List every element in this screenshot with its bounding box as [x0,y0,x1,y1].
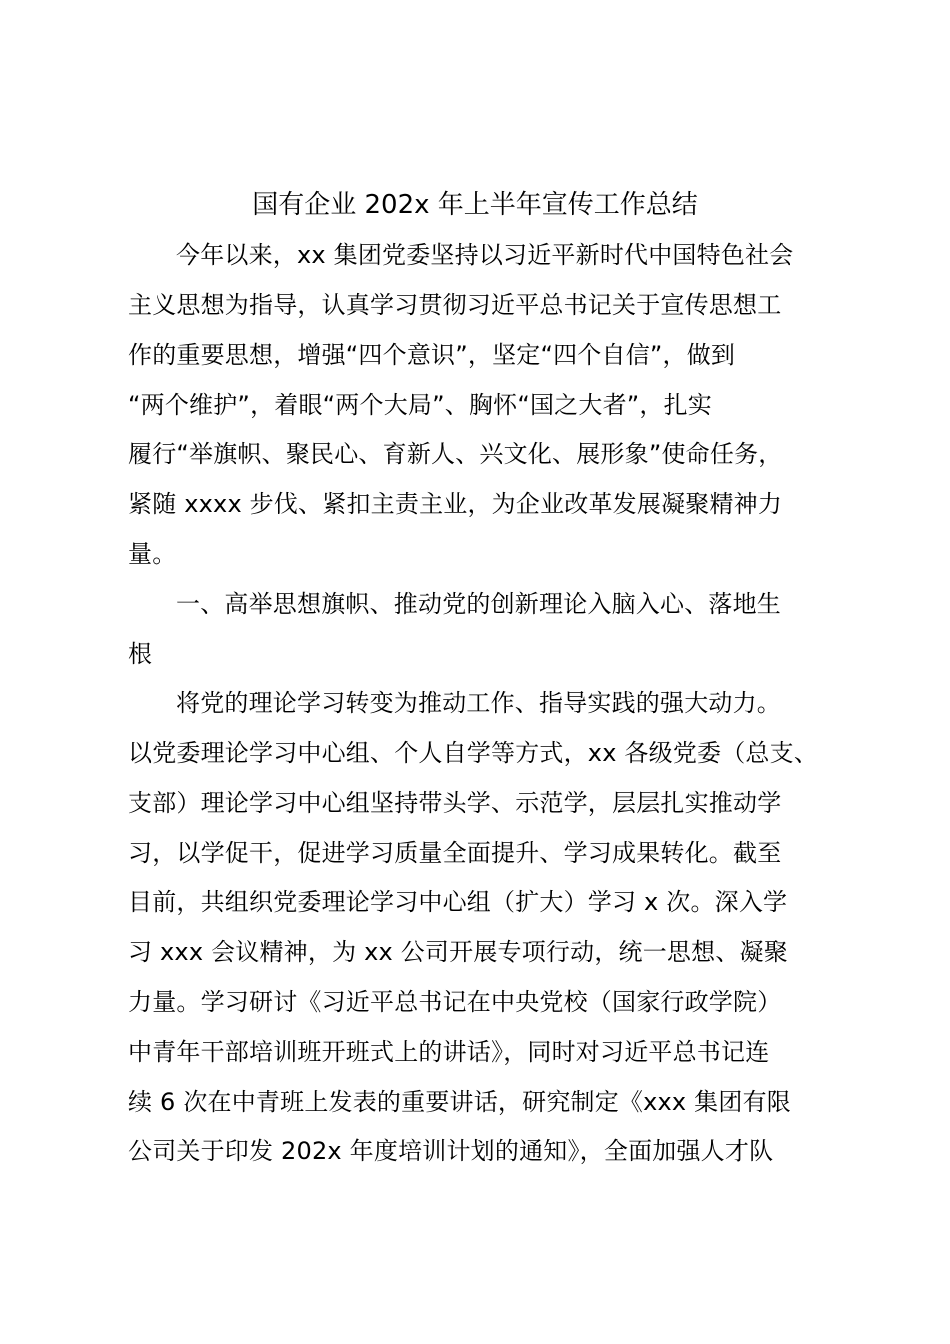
paragraph-line: 将党的理论学习转变为推动工作、指导实践的强大动力。 [176,689,781,717]
paragraph-line: 支部）理论学习中心组坚持带头学、示范学，层层扎实推动学 [128,789,782,817]
paragraph-line: 紧随 xxxx 步伐、紧扣主责主业，为企业改革发展凝聚精神力 [128,490,783,518]
paragraph-line: 作的重要思想，增强“四个意识”，坚定“四个自信”，做到 [128,341,736,369]
paragraph-line: 续 6 次在中青班上发表的重要讲话，研究制定《xxx 集团有限 [128,1088,791,1116]
paragraph-line: 履行“举旗帜、聚民心、育新人、兴文化、展形象”使命任务， [128,440,783,468]
paragraph-line: 力量。学习研讨《习近平总书记在中央党校（国家行政学院） [128,988,782,1016]
section-heading-line: 根 [128,640,153,668]
section-heading-line: 一、高举思想旗帜、推动党的创新理论入脑入心、落地生 [176,590,781,618]
paragraph-line: 量。 [128,540,177,568]
paragraph-line: 习，以学促干，促进学习质量全面提升、学习成果转化。截至 [128,839,782,867]
paragraph-line: 主义思想为指导，认真学习贯彻习近平总书记关于宣传思想工 [128,291,782,319]
document-title: 国有企业 202x 年上半年宣传工作总结 [252,190,698,220]
paragraph-line: 以党委理论学习中心组、个人自学等方式，xx 各级党委（总支、 [128,739,819,767]
paragraph-line: “两个维护”，着眼“两个大局”、胸怀“国之大者”，扎实 [128,391,712,419]
paragraph-line: 中青年干部培训班开班式上的讲话》，同时对习近平总书记连 [128,1038,770,1066]
paragraph-line: 今年以来，xx 集团党委坚持以习近平新时代中国特色社会 [176,241,794,269]
paragraph-line: 目前，共组织党委理论学习中心组（扩大）学习 x 次。深入学 [128,888,788,916]
paragraph-line: 公司关于印发 202x 年度培训计划的通知》，全面加强人才队 [128,1137,774,1165]
paragraph-line: 习 xxx 会议精神，为 xx 公司开展专项行动，统一思想、凝聚 [128,938,788,966]
